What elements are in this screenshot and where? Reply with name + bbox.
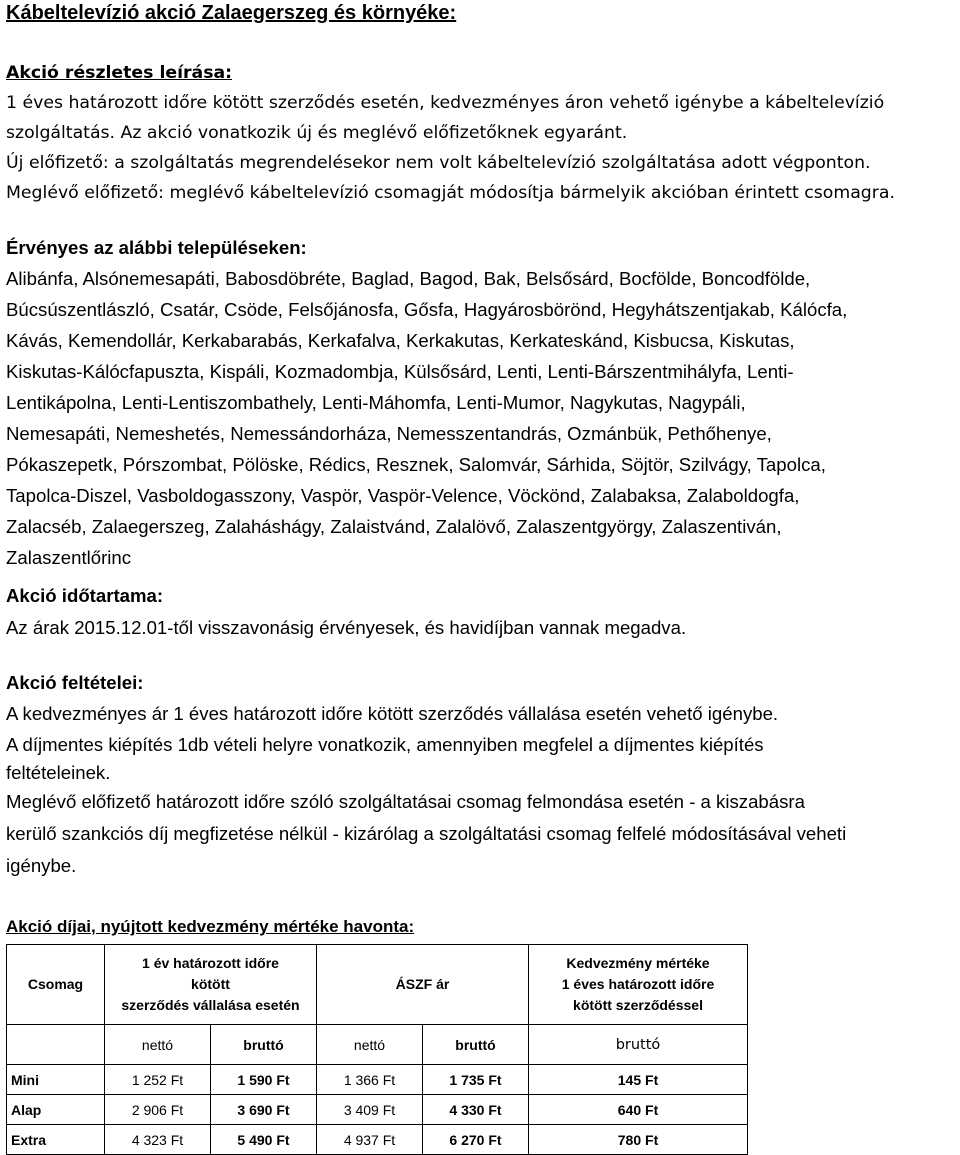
subheader-brutto: bruttó [529, 1025, 748, 1065]
condition-line: A díjmentes kiépítés 1db vételi helyre vonatkozik, amennyiben megfelel a díjmentes kiépítés [6, 734, 764, 755]
header-contract-price [105, 945, 317, 1025]
details-section [6, 58, 956, 208]
settlement-line: Kávás, Kemendollár, Kerkabarabás, Kerkafalva, Kerkakutas, Kerkateskánd, Kisbucsa, Kiskutas, [6, 330, 795, 351]
contract-net-price: 2 906 Ft [105, 1095, 211, 1125]
contract-net-price: 1 252 Ft [105, 1065, 211, 1095]
discount-value: 145 Ft [529, 1065, 748, 1095]
condition-line: Meglévő előfizető határozott időre szóló szolgáltatásai csomag felmondása esetén - a kiszabásra [6, 791, 805, 812]
discount-value: 780 Ft [529, 1125, 748, 1155]
condition-line: igénybe. [6, 855, 77, 876]
details-line: szolgáltatás. Az akció vonatkozik új és meglévő előfizetőknek egyaránt. [6, 123, 628, 143]
contract-gross-price: 5 490 Ft [211, 1125, 317, 1155]
table-row [7, 1065, 748, 1095]
header-contract-line: 1 év határozott időre [142, 955, 279, 971]
table-subheader-row [7, 1025, 748, 1065]
contract-net-price: 4 323 Ft [105, 1125, 211, 1155]
settlements-section [6, 232, 956, 573]
table-row [7, 1095, 748, 1125]
aszf-net-price: 3 409 Ft [317, 1095, 423, 1125]
details-heading: Akció részletes leírása: [6, 63, 233, 83]
table-header-row [7, 945, 748, 1025]
conditions-section [6, 668, 956, 882]
contract-gross-price: 3 690 Ft [211, 1095, 317, 1125]
condition-line: feltételeinek. [6, 762, 111, 783]
header-discount [529, 945, 748, 1025]
page-title: Kábeltelevízió akció Zalaegerszeg és környéke: [6, 2, 457, 24]
duration-text: Az árak 2015.12.01-től visszavonásig érvényesek, és havidíjban vannak megadva. [6, 617, 687, 638]
settlement-line: Zalacséb, Zalaegerszeg, Zalaháshágy, Zalaistvánd, Zalalövő, Zalaszentgyörgy, Zalaszentiván, [6, 516, 782, 537]
settlement-line: Nemesapáti, Nemeshetés, Nemessándorháza, Nemesszentandrás, Ozmánbük, Pethőhenye, [6, 423, 772, 444]
package-name: Mini [7, 1065, 105, 1095]
table-row [7, 1125, 748, 1155]
settlement-line: Alibánfa, Alsónemesapáti, Babosdöbréte, Baglad, Bagod, Bak, Belsősárd, Bocfölde, Boncodfölde, [6, 268, 811, 289]
subheader-empty [7, 1025, 105, 1065]
aszf-gross-price: 1 735 Ft [423, 1065, 529, 1095]
header-aszf-price: ÁSZF ár [317, 945, 529, 1025]
conditions-heading: Akció feltételei: [6, 672, 144, 693]
settlement-line: Kiskutas-Kálócfapuszta, Kispáli, Kozmadombja, Külsősárd, Lenti, Lenti-Bárszentmihályfa, Lenti- [6, 361, 794, 382]
condition-line: kerülő szankciós díj megfizetése nélkül - kizárólag a szolgáltatási csomag felfelé módosításával veheti [6, 823, 847, 844]
details-line: Új előfizető: a szolgáltatás megrendelésekor nem volt kábeltelevízió szolgáltatása adott végponton. [6, 153, 871, 173]
header-discount-line: 1 éves határozott időre [561, 976, 715, 992]
header-discount-line: kötött szerződéssel [573, 997, 703, 1013]
discount-value: 640 Ft [529, 1095, 748, 1125]
contract-gross-price: 1 590 Ft [211, 1065, 317, 1095]
settlement-line: Tapolca-Diszel, Vasboldogasszony, Vaspör, Vaspör-Velence, Vöckönd, Zalabaksa, Zalaboldogfa, [6, 485, 800, 506]
settlements-heading: Érvényes az alábbi településeken: [6, 237, 307, 258]
package-name: Alap [7, 1095, 105, 1125]
details-line: 1 éves határozott időre kötött szerződés esetén, kedvezményes áron vehető igénybe a kábeltelevízió [6, 93, 885, 113]
header-package: Csomag [7, 945, 105, 1025]
settlement-line: Zalaszentlőrinc [6, 547, 132, 568]
header-contract-line: kötött [191, 976, 230, 992]
settlement-line: Pókaszepetk, Pórszombat, Pölöske, Rédics, Resznek, Salomvár, Sárhida, Söjtör, Szilvágy, Tapolca, [6, 454, 826, 475]
header-discount-line: Kedvezmény mértéke [566, 955, 710, 971]
subheader-brutto: bruttó [423, 1025, 529, 1065]
package-name: Extra [7, 1125, 105, 1155]
subheader-netto: nettó [317, 1025, 423, 1065]
prices-heading: Akció díjai, nyújtott kedvezmény mértéke havonta: [6, 917, 415, 936]
header-contract-line: szerződés vállalása esetén [121, 997, 300, 1013]
aszf-gross-price: 6 270 Ft [423, 1125, 529, 1155]
price-table [6, 944, 748, 1155]
duration-section [6, 580, 956, 644]
condition-line: A kedvezményes ár 1 éves határozott időre kötött szerződés vállalása esetén vehető igénybe. [6, 703, 779, 724]
aszf-gross-price: 4 330 Ft [423, 1095, 529, 1125]
aszf-net-price: 4 937 Ft [317, 1125, 423, 1155]
subheader-netto: nettó [105, 1025, 211, 1065]
aszf-net-price: 1 366 Ft [317, 1065, 423, 1095]
settlement-line: Lentikápolna, Lenti-Lentiszombathely, Lenti-Máhomfa, Lenti-Mumor, Nagykutas, Nagypáli, [6, 392, 746, 413]
duration-heading: Akció időtartama: [6, 585, 164, 606]
prices-heading-block [6, 912, 956, 942]
details-line: Meglévő előfizető: meglévő kábeltelevízió csomagját módosítja bármelyik akcióban érintett csomagra. [6, 183, 895, 203]
settlement-line: Búcsúszentlászló, Csatár, Csöde, Felsőjánosfa, Gősfa, Hagyárosbörönd, Hegyhátszentjakab, Kálócfa, [6, 299, 848, 320]
subheader-brutto: bruttó [211, 1025, 317, 1065]
